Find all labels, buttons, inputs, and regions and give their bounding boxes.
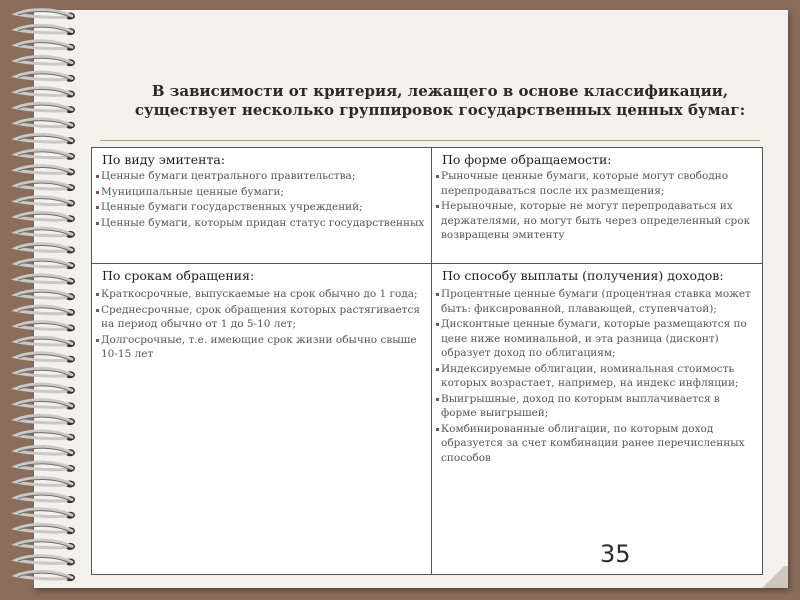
title-divider — [100, 140, 760, 141]
cell-circulation-term — [92, 264, 432, 575]
spiral-ring — [16, 337, 75, 347]
spiral-ring — [16, 10, 75, 20]
list-item: Ценные бумаги центрального правительства; — [96, 169, 427, 184]
spiral-ring — [16, 556, 75, 566]
spiral-ring — [16, 150, 75, 160]
spiral-ring — [16, 166, 75, 176]
classification-table — [91, 147, 763, 575]
list-item: Выигрышные, доход по которым выплачивается в форме выигрышей; — [436, 392, 758, 421]
spiral-ring — [16, 384, 75, 394]
list-item: Долгосрочные, т.е. имеющие срок жизни обычно свыше 10-15 лет — [96, 333, 427, 362]
spiral-ring — [16, 291, 75, 301]
spiral-binding-icon — [0, 0, 100, 600]
spiral-ring — [16, 135, 75, 145]
spiral-ring — [16, 431, 75, 441]
spiral-ring — [16, 197, 75, 207]
spiral-ring — [16, 25, 75, 35]
list-item: Процентные ценные бумаги (процентная ставка может быть: фиксированной, плавающей, ступенчатой); — [436, 287, 758, 316]
spiral-ring — [16, 415, 75, 425]
spiral-ring — [16, 244, 75, 254]
list-item: Муниципальные ценные бумаги; — [96, 185, 427, 200]
spiral-ring — [16, 103, 75, 113]
spiral-ring — [16, 478, 75, 488]
table-row — [92, 148, 763, 264]
slide-title — [100, 82, 780, 120]
spiral-ring — [16, 275, 75, 285]
spiral-ring — [16, 493, 75, 503]
spiral-ring — [16, 57, 75, 67]
cell-header: По виду эмитента: — [102, 152, 226, 167]
bullet-list — [436, 287, 758, 465]
list-item: Ценные бумаги государственных учреждений; — [96, 200, 427, 215]
table-row — [92, 264, 763, 575]
spiral-ring — [16, 353, 75, 363]
list-item: Комбинированные облигации, по которым доход образуется за счет комбинации ранее перечисленных способов — [436, 422, 758, 466]
list-item: Дисконтные ценные бумаги, которые размещаются по цене ниже номинальной, и эта разница (дисконт) образует доход по облигациям; — [436, 317, 758, 361]
list-item: Краткосрочные, выпускаемые на срок обычно до 1 года; — [96, 287, 427, 302]
spiral-ring — [16, 259, 75, 269]
spiral-ring — [16, 322, 75, 332]
spiral-ring — [16, 369, 75, 379]
spiral-ring — [16, 213, 75, 223]
spiral-ring — [16, 400, 75, 410]
cell-circulation-form — [432, 148, 763, 264]
cell-issuer-type — [92, 148, 432, 264]
spiral-ring — [16, 41, 75, 51]
bullet-list — [436, 169, 758, 243]
list-item: Индексируемые облигации, номинальная стоимость которых возрастает, например, на индекс инфляции; — [436, 362, 758, 391]
cell-header: По форме обращаемости: — [442, 152, 612, 167]
spiral-ring — [16, 88, 75, 98]
bullet-list — [96, 169, 427, 230]
spiral-ring — [16, 571, 75, 581]
cell-header: По срокам обращения: — [102, 268, 255, 283]
spiral-ring — [16, 540, 75, 550]
cell-income-payment — [432, 264, 763, 575]
spiral-ring — [16, 525, 75, 535]
spiral-ring — [16, 119, 75, 129]
list-item: Нерыночные, которые не могут перепродаваться их держателями, но могут быть через определенный срок возвращены эмитенту — [436, 199, 758, 243]
cell-header: По способу выплаты (получения) доходов: — [442, 268, 724, 283]
spiral-ring — [16, 228, 75, 238]
spiral-ring — [16, 72, 75, 82]
page-number: 35 — [600, 540, 631, 568]
spiral-ring — [16, 509, 75, 519]
list-item: Ценные бумаги, которым придан статус государственных — [96, 216, 427, 231]
spiral-ring — [16, 306, 75, 316]
slide-title-line-2: существует несколько группировок государственных ценных бумаг: — [134, 101, 746, 119]
spiral-ring — [16, 447, 75, 457]
list-item: Среднесрочные, срок обращения которых растягивается на период обычно от 1 до 5-10 лет; — [96, 303, 427, 332]
slide-title-line-1: В зависимости от критерия, лежащего в основе классификации, — [151, 82, 729, 100]
list-item: Рыночные ценные бумаги, которые могут свободно перепродаваться после их размещения; — [436, 169, 758, 198]
bullet-list — [96, 287, 427, 362]
spiral-ring — [16, 181, 75, 191]
spiral-ring — [16, 462, 75, 472]
